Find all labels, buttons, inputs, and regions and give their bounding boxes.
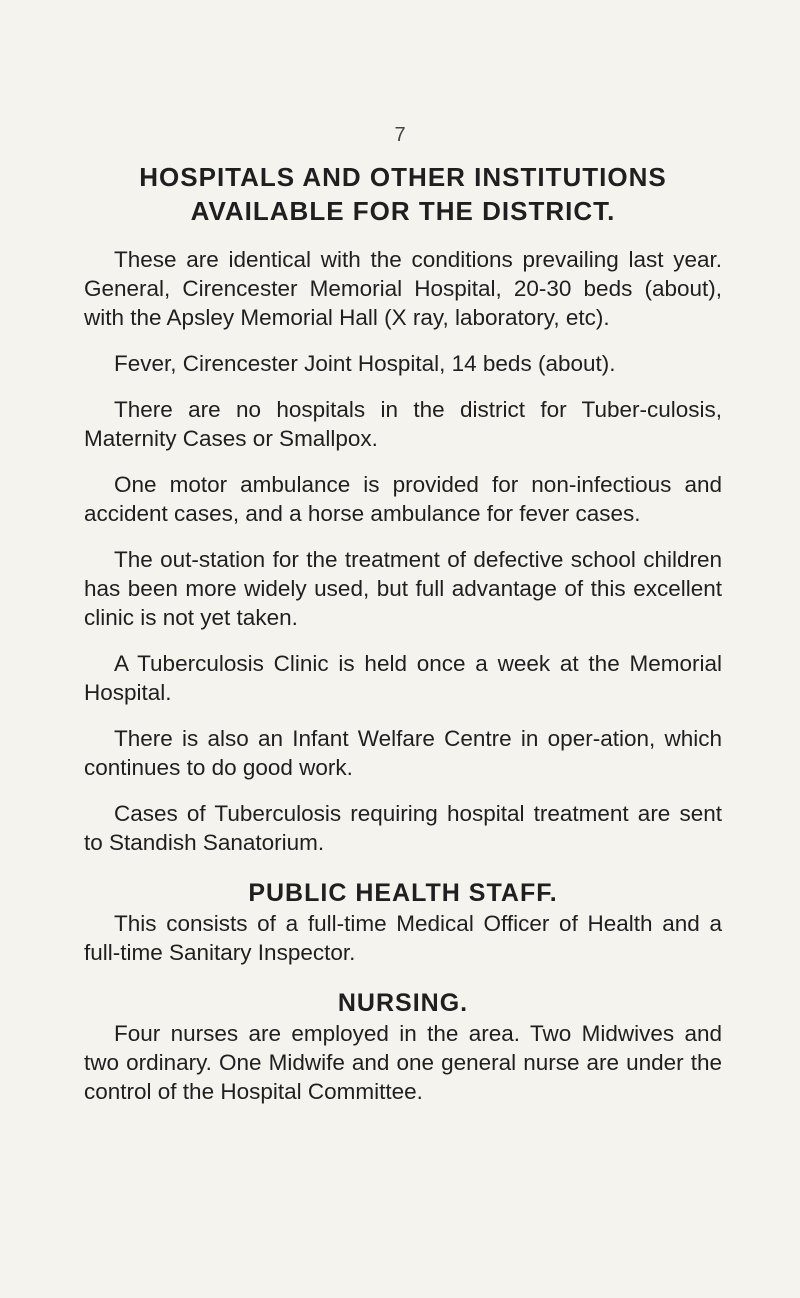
nursing-paragraph: Four nurses are employed in the area. Two Midwives and two ordinary. One Midwife and one general nurse are under the control of the Hospital Committee. bbox=[84, 1021, 722, 1104]
paragraph-ambulance: One motor ambulance is provided for non-infectious and accident cases, and a horse ambulance for fever cases. bbox=[84, 472, 722, 526]
paragraph-sanatorium: Cases of Tuberculosis requiring hospital treatment are sent to Standish Sanatorium. bbox=[84, 801, 722, 855]
public-health-paragraph: This consists of a full-time Medical Officer of Health and a full-time Sanitary Inspector. bbox=[84, 911, 722, 965]
page-number: 7 bbox=[394, 124, 406, 146]
page-title-line-2: AVAILABLE FOR THE DISTRICT. bbox=[190, 196, 616, 226]
paragraph-conditions: These are identical with the conditions prevailing last year. General, Cirencester Memorial Hospital, 20-30 beds (about), with the Apsley Memorial Hall (X ray, laboratory, etc). bbox=[84, 247, 722, 330]
paragraph-infant-welfare: There is also an Infant Welfare Centre in oper-ation, which continues to do good work. bbox=[84, 726, 722, 780]
paragraph-fever-hospital: Fever, Cirencester Joint Hospital, 14 beds (about). bbox=[114, 351, 616, 376]
paragraph-tuberculosis-clinic: A Tuberculosis Clinic is held once a week at the Memorial Hospital. bbox=[84, 651, 722, 705]
nursing-heading: NURSING. bbox=[337, 989, 469, 1017]
paragraph-out-station: The out-station for the treatment of defective school children has been more widely used, but full advantage of this excellent clinic is not yet taken. bbox=[84, 547, 722, 630]
paragraph-no-hospitals: There are no hospitals in the district for Tuber-culosis, Maternity Cases or Smallpox. bbox=[84, 397, 722, 451]
public-health-heading: PUBLIC HEALTH STAFF. bbox=[248, 879, 558, 907]
page-title-line-1: HOSPITALS AND OTHER INSTITUTIONS bbox=[139, 162, 667, 192]
page-content bbox=[84, 160, 722, 1106]
page-title bbox=[84, 160, 722, 228]
